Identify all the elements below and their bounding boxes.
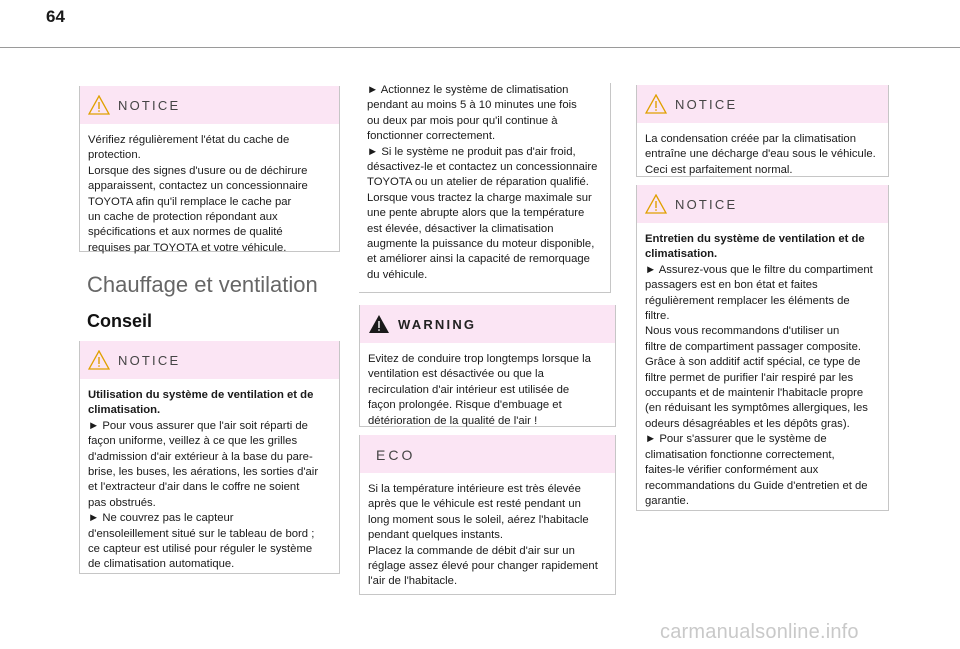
text-line: ► Si le système ne produit pas d'air froid,	[367, 145, 576, 158]
text-line: climatisation fonctionne correctement,	[645, 448, 835, 461]
notice-label: NOTICE	[675, 97, 738, 112]
text-line: La condensation créée par la climatisation	[645, 133, 857, 145]
text-line: Lorsque vous tractez la charge maximale sur	[367, 191, 592, 204]
text-line: filtre permet de purifier l'air respiré par les	[645, 371, 854, 384]
text-line: d'ensoleillement situé sur le tableau de bord ;	[88, 527, 315, 540]
text-line: un cache de protection répondant aux	[88, 211, 278, 224]
bold-text-line: Utilisation du système de ventilation et de	[88, 389, 314, 401]
notice-label: NOTICE	[675, 197, 738, 212]
text-line: et améliorer ainsi la capacité de remorquage	[367, 253, 590, 266]
text-line: faites-le vérifier conformément aux	[645, 464, 819, 477]
bold-text-line: Entretien du système de ventilation et de	[645, 233, 865, 245]
text-line: (en réduisant les symptômes allergiques, les	[645, 402, 868, 415]
warning-body	[360, 343, 615, 437]
section-title: Chauffage et ventilation	[87, 272, 318, 297]
text-line: brise, les buses, les aérations, les sorties d'air	[88, 466, 319, 479]
text-line: ► Pour s'assurer que le système de	[645, 433, 827, 446]
text-line: recirculation d'air intérieur est utilisée de	[368, 383, 570, 396]
text-line: désactivez-le et contactez un concessionnaire	[367, 161, 598, 174]
page-number: 64	[46, 7, 65, 26]
text-line: est élevée, désactiver la climatisation	[367, 222, 554, 235]
notice-body	[637, 223, 888, 517]
warning-triangle-icon	[88, 350, 110, 370]
eco-label: ECO	[376, 447, 416, 463]
text-line: du véhicule.	[367, 268, 428, 281]
notice-box-maintenance	[636, 185, 889, 511]
text-line: façon uniforme, veillez à ce que les grilles	[88, 435, 298, 448]
text-line: odeurs désagréables et les dépôts gras).	[645, 417, 850, 430]
notice-body	[637, 123, 888, 186]
notice-label: NOTICE	[118, 98, 181, 113]
watermark: carmanualsonline.info	[660, 621, 859, 643]
warning-triangle-icon	[368, 314, 390, 334]
text-line: augmente la puissance du moteur disponible,	[367, 238, 595, 251]
text-line: TOYOTA ou un atelier de réparation qualifié.	[367, 176, 589, 189]
text-line: TOYOTA afin qu'il remplace le cache par	[88, 195, 292, 208]
text-line: long moment sous le soleil, aérez l'habitacle	[368, 513, 589, 526]
eco-header	[360, 435, 615, 473]
warning-triangle-icon	[645, 194, 667, 214]
eco-box	[359, 435, 616, 595]
warning-header	[360, 305, 615, 343]
text-line: ► Actionnez le système de climatisation	[367, 84, 569, 96]
text-line: ou deux par mois pour qu'il continue à	[367, 114, 558, 127]
text-line: façon prolongée. Risque d'embuage et	[368, 399, 562, 412]
text-line: garantie.	[645, 494, 689, 507]
notice-box-condensation	[636, 85, 889, 177]
notice-header	[80, 86, 339, 124]
text-line: Nous vous recommandons d'utiliser un	[645, 325, 840, 338]
text-line: Vérifiez régulièrement l'état du cache de	[88, 134, 290, 146]
notice-box-cache	[79, 86, 340, 252]
text-line: spécifications et aux normes de qualité	[88, 226, 283, 239]
text-line: Lorsque des signes d'usure ou de déchirure	[88, 164, 308, 177]
text-line: et l'extracteur d'air dans le coffre ne soient	[88, 481, 300, 494]
notice-body	[80, 379, 339, 581]
eco-body	[360, 473, 615, 598]
text-line: détérioration de la qualité de l'air !	[368, 414, 538, 427]
text-line: filtre.	[645, 310, 670, 323]
text-line: occupants et de maintenir l'habitacle propre	[645, 387, 864, 400]
text-line: requises par TOYOTA et votre véhicule.	[88, 241, 287, 254]
text-line: ► Ne couvrez pas le capteur	[88, 512, 234, 525]
bold-text-line: climatisation.	[88, 404, 161, 417]
text-line: ce capteur est utilisé pour réguler le système	[88, 543, 313, 556]
notice-label: NOTICE	[118, 353, 181, 368]
text-line: une pente abrupte alors que la température	[367, 207, 585, 220]
text-line: Grâce à son additif actif spécial, ce type de	[645, 356, 861, 369]
text-line: ventilation est désactivée ou que la	[368, 368, 544, 381]
text-line: Si la température intérieure est très élevée	[368, 483, 581, 495]
text-line: l'air de l'habitacle.	[368, 575, 458, 588]
text-line: de climatisation automatique.	[88, 558, 235, 571]
text-line: ► Pour vous assurer que l'air soit réparti de	[88, 419, 308, 432]
text-line: après que le véhicule est resté pendant un	[368, 498, 581, 511]
bold-text-line: climatisation.	[645, 248, 718, 261]
climatisation-advice-text	[359, 83, 611, 293]
warning-box	[359, 305, 616, 427]
text-line: apparaissent, contactez un concessionnaire	[88, 180, 308, 193]
text-line: filtre de compartiment passager composite.	[645, 340, 861, 353]
notice-body	[80, 124, 339, 264]
text-line: Ceci est parfaitement normal.	[645, 163, 793, 176]
header-divider	[0, 47, 960, 48]
warning-triangle-icon	[88, 95, 110, 115]
text-line: Evitez de conduire trop longtemps lorsque la	[368, 353, 591, 365]
text-line: passagers est en bon état et faites	[645, 279, 818, 292]
notice-header	[637, 185, 888, 223]
text-line: réglage assez élevé pour changer rapidement	[368, 560, 598, 573]
notice-box-usage	[79, 341, 340, 574]
text-line: régulièrement remplacer les éléments de	[645, 294, 850, 307]
notice-header	[637, 85, 888, 123]
text-line: pendant au moins 5 à 10 minutes une fois	[367, 99, 577, 112]
text-line: pendant quelques instants.	[368, 529, 504, 542]
text-line: Placez la commande de débit d'air sur un	[368, 544, 575, 557]
text-line: pas obstrués.	[88, 496, 156, 509]
warning-label: WARNING	[398, 317, 477, 332]
text-line: protection.	[88, 149, 141, 162]
warning-triangle-icon	[645, 94, 667, 114]
notice-header	[80, 341, 339, 379]
text-line: ► Assurez-vous que le filtre du compartiment	[645, 263, 873, 276]
text-line: recommandations du Guide d'entretien et de	[645, 479, 868, 492]
sub-title: Conseil	[87, 311, 153, 331]
text-line: d'admission d'air extérieur à la base du pare-	[88, 450, 313, 463]
text-line: entraîne une décharge d'eau sous le véhicule.	[645, 148, 876, 161]
text-line: fonctionner correctement.	[367, 130, 496, 143]
